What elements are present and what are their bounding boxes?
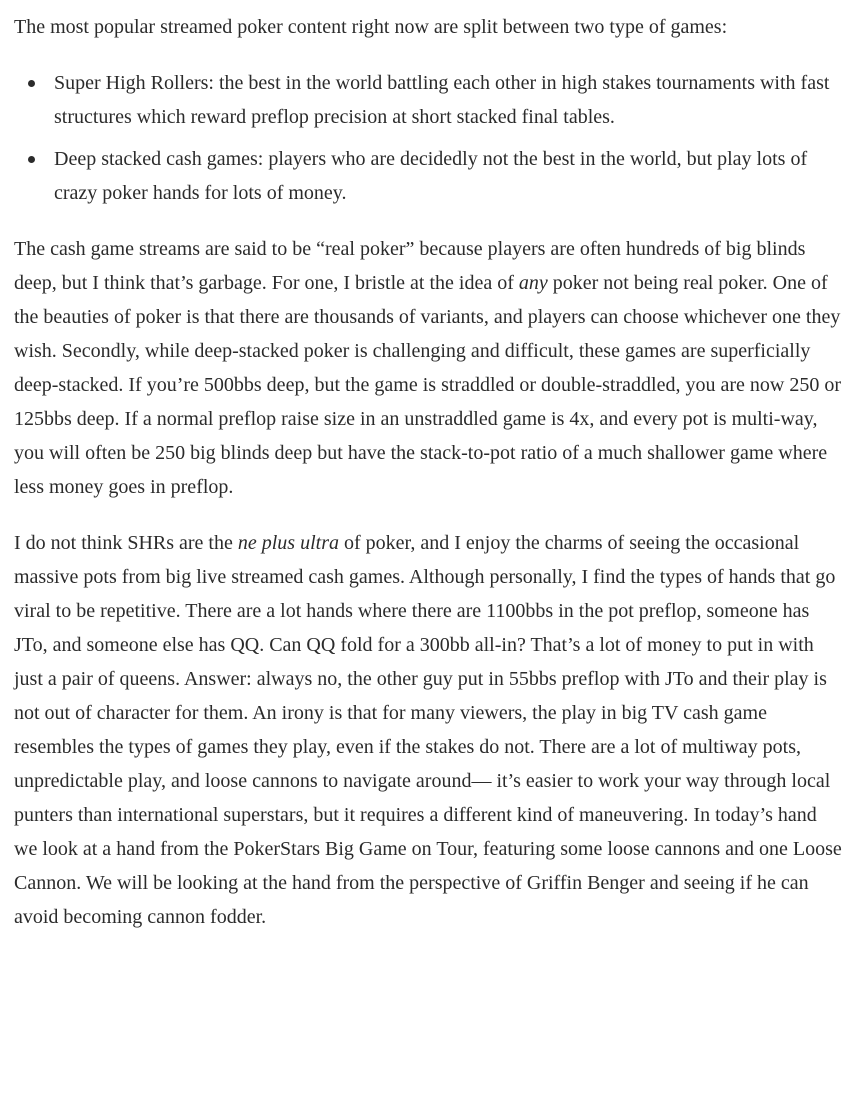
list-item-deep-stacked-cash: Deep stacked cash games: players who are decidedly not the best in the world, but play lots of crazy poker hands for lots of money. xyxy=(54,142,844,210)
real-poker-text-2: poker not being real poker. One of the beauties of poker is that there are thousands of variants, and players can choose whichever one they wish. Secondly, while deep-stacked poker is challenging and difficult, these games are superficially deep-stacked. If you’re 500bbs deep, but the game is straddled or double-straddled, you are now 250 or 125bbs deep. If a normal preflop raise size in an unstraddled game is 4x, and every pot is multi-way, you will often be 250 big blinds deep but have the stack-to-pot ratio of a much shallower game where less money goes in preflop. xyxy=(14,272,841,498)
ne-plus-ultra-emphasis: ne plus ultra xyxy=(237,532,339,554)
real-poker-paragraph xyxy=(14,232,844,504)
game-types-list xyxy=(14,66,844,210)
list-item-super-high-rollers: Super High Rollers: the best in the world battling each other in high stakes tournaments with fast structures which reward preflop precision at short stacked final tables. xyxy=(54,66,844,134)
shr-text-1: I do not think SHRs are the xyxy=(14,532,238,554)
shr-text-2: of poker, and I enjoy the charms of seeing the occasional massive pots from big live streamed cash games. Although personally, I find the types of hands that go viral to be repetitive. There are a lot hands where there are 1100bbs in the pot preflop, someone has JTo, and someone else has QQ. Can QQ fold for a 300bb all-in? That’s a lot of money to put in with just a pair of queens. Answer: always no, the other guy put in 55bbs preflop with JTo and their play is not out of character for them. An irony is that for many viewers, the play in big TV cash game resembles the types of games they play, even if the stakes do not. There are a lot of multiway pots, unpredictable play, and loose cannons to navigate around— it’s easier to work your way through local punters than international superstars, but it requires a different kind of maneuvering. In today’s hand we look at a hand from the PokerStars Big Game on Tour, featuring some loose cannons and one Loose Cannon. We will be looking at the hand from the perspective of Griffin Benger and seeing if he can avoid becoming cannon fodder. xyxy=(14,532,842,928)
shr-paragraph xyxy=(14,526,844,934)
any-emphasis: any xyxy=(518,272,548,294)
intro-paragraph: The most popular streamed poker content right now are split between two type of games: xyxy=(14,16,728,38)
real-poker-text-1: The cash game streams are said to be “real poker” because players are often hundreds of big blinds deep, but I think that’s garbage. For one, I bristle at the idea of xyxy=(14,238,806,294)
